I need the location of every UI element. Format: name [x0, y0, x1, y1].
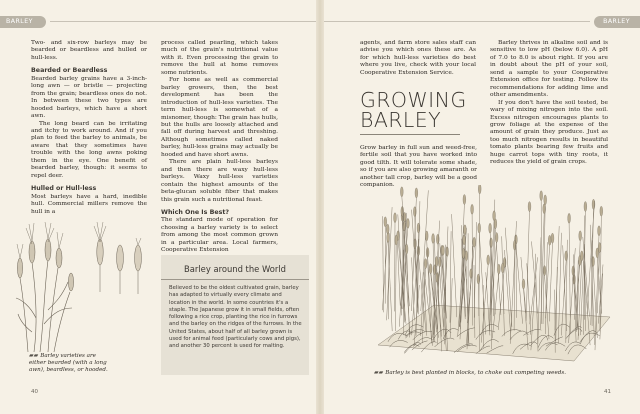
- barley-head: [465, 251, 468, 261]
- page-number-left: 40: [31, 389, 38, 395]
- heading-hulled: Hulled or Hull-less: [31, 185, 97, 193]
- barley-varieties-illustration: [14, 222, 156, 354]
- grain-head-beardless: [117, 245, 124, 294]
- barley-head: [462, 248, 465, 258]
- barley-head: [424, 259, 427, 269]
- paragraph-which-best: The standard mode of operation for choosing a barley variety is to select from among the most common grown in a particular area. Local farmers, Cooperative Extension: [161, 217, 278, 254]
- barley-head: [568, 213, 571, 223]
- book-gutter: [316, 0, 324, 414]
- right-column-1-bottom: [360, 145, 477, 190]
- left-caption: [29, 352, 113, 374]
- barley-head: [395, 235, 398, 245]
- barley-head: [387, 233, 390, 243]
- right-caption-text: Barley is best planted in blocks, to choke out competing weeds.: [385, 370, 567, 376]
- barley-head: [580, 251, 583, 261]
- paragraph-soil-ph: Barley thrives in alkaline soil and is sensitive to low pH (below 6.0). A pH of 7.0 to 8.0 is about right. If you are in doubt about the pH of your soil, send a sample to your Cooperative Extension office for testing. Follow its recommendations for adding lime and other amendments.: [490, 40, 608, 99]
- barley-head: [513, 240, 516, 250]
- heading-which-best: Which One Is Best?: [161, 208, 230, 216]
- barley-head: [543, 266, 546, 276]
- grain-head-hooded: [135, 238, 142, 294]
- section-title: [360, 90, 470, 130]
- barley-head: [400, 187, 403, 197]
- barley-head: [495, 233, 498, 243]
- barley-head: [429, 264, 432, 274]
- barley-stalk: [412, 257, 415, 320]
- illustration-pointer-icon: ▰▰: [374, 369, 384, 376]
- paragraph-waxy: There are plain hull-less barleys and then there are waxy hull-less barleys. Waxy hull-less varieties contain the highest amounts of the beta-glucan soluble fiber that makes this grain such a nutritional feast.: [161, 159, 278, 203]
- barley-head: [384, 217, 387, 227]
- right-caption: [374, 369, 614, 377]
- barley-head: [579, 231, 582, 241]
- barley-head: [415, 188, 418, 198]
- barley-head: [463, 235, 466, 245]
- sidebar-text: Believed to be the oldest cultivated grain, barley has adapted to virtually every climate and location in the world. In some countries it's a staple. The Japanese grow it in small fields, often following a rice crop, planting the rice in furrows and the barley on the ridges of the furrows. In the United States, about half of all barley grown is used for animal feed (particularly cows and pigs), and another 30 percent is used for malting.: [169, 285, 302, 350]
- heading-bearded: Bearded or Beardless: [31, 67, 108, 75]
- barley-stalk: [479, 193, 480, 316]
- barley-head: [598, 243, 601, 253]
- left-column-2: [161, 40, 278, 255]
- barley-stalk: [452, 214, 457, 317]
- barley-stalk: [549, 242, 552, 321]
- barley-head: [425, 231, 428, 241]
- barley-head: [478, 185, 481, 194]
- left-caption-text: Barley varieties are either bearded (with a long awn), beardless, or hooded.: [29, 353, 108, 374]
- grain-head-bearded: [94, 222, 106, 292]
- left-column-1: [31, 40, 147, 216]
- barley-head: [493, 211, 496, 221]
- header-rule-right: [324, 21, 590, 22]
- sidebar-box: [161, 255, 309, 375]
- illustration-pointer-icon: ▰▰: [29, 352, 39, 359]
- barley-head: [544, 195, 547, 205]
- section-title-line-1: GROWING: [360, 88, 467, 112]
- section-title-rule: [360, 134, 460, 135]
- barley-head: [432, 234, 435, 244]
- barley-head: [528, 202, 531, 212]
- barley-plant-drawing: [16, 260, 72, 352]
- intro-paragraph: Two- and six-row barleys may be bearded or beardless and hulled or hull-less.: [31, 40, 147, 61]
- barley-head: [473, 237, 476, 247]
- barley-head: [407, 218, 410, 228]
- barley-stalk: [597, 257, 601, 314]
- barley-head: [600, 206, 603, 216]
- paragraph-pearling: process called pearling, which takes much of the grain's nutritional value with it. Even processing the grain to remove the hull at home removes some nutrients.: [161, 40, 278, 76]
- barley-head: [497, 264, 500, 274]
- barley-head: [463, 195, 466, 205]
- section-title-line-2: BARLEY: [360, 108, 441, 132]
- barley-head: [522, 279, 525, 289]
- barley-head: [394, 213, 397, 223]
- barley-head: [584, 202, 587, 212]
- barley-field-illustration: [374, 185, 614, 365]
- barley-stalk: [395, 244, 396, 331]
- page-number-right: 41: [604, 389, 611, 395]
- barley-stalk: [395, 222, 396, 312]
- paragraph-extension-service: agents, and farm store sales staff can advise you which ones these are. As for which hull-less varieties do best where you live, check with your local Cooperative Extension Service.: [360, 40, 476, 76]
- barley-head: [551, 233, 554, 243]
- paragraph-hull-less: For home as well as commercial barley growers, then, the best development has been the introduction of hull-less varieties. The term hull-less is somewhat of a misnomer, though: The grain has hulls, but the hulls are loosely attached and fall off during harvest and threshing. Although sometimes called naked barley, hull-less grains may actually be hooded and have short awns.: [161, 77, 278, 158]
- sidebar-title: Barley around the World: [184, 264, 286, 274]
- paragraph-bearded-1: Bearded barley grains have a 3-inch-long awn — or bristle — projecting from the grain; beardless ones do not. In between these two types are hooded barleys, which have a short awn.: [31, 75, 147, 120]
- right-column-1-top: [360, 40, 476, 77]
- barley-head: [598, 226, 601, 236]
- barley-head: [442, 245, 445, 255]
- barley-head: [489, 223, 492, 233]
- right-column-2: [490, 40, 608, 167]
- barley-head: [548, 235, 551, 245]
- barley-head: [487, 255, 490, 265]
- paragraph-growing: Grow barley in full sun and weed-free, fertile soil that you have worked into good tilth. It will tolerate some shade, so if you are also growing amaranth or another tall crop, barley will be a good companion.: [360, 145, 477, 189]
- barley-head: [435, 257, 438, 267]
- paragraph-hulled: Most barleys have a hard, inedible hull. Commercial millers remove the hull in a: [31, 193, 147, 215]
- header-rule-left: [50, 21, 316, 22]
- chapter-tab-left: BARLEY: [0, 16, 46, 28]
- chapter-tab-right: BARLEY: [594, 16, 640, 28]
- barley-head: [471, 204, 474, 214]
- barley-head: [501, 263, 504, 273]
- barley-head: [478, 223, 481, 233]
- paragraph-bearded-2: The long beard can be irritating and itchy to work around. And if you plan to feed the barley to animals, be aware that they sometimes have trouble with the long awns poking them in the eye. One benefit of bearded barley, though: it seems to repel deer.: [31, 120, 147, 179]
- barley-head: [540, 191, 543, 201]
- paragraph-nitrogen: If you don't have the soil tested, be wary of mixing nitrogen into the soil. Excess nitrogen encourages plants to grow foliage at the expense of the amount of grain they produce. Just as too much nitrogen results in beautiful tomato plants bearing few fruits and huge carrot tops with tiny roots, it reduces the yield of grain crops.: [490, 99, 608, 166]
